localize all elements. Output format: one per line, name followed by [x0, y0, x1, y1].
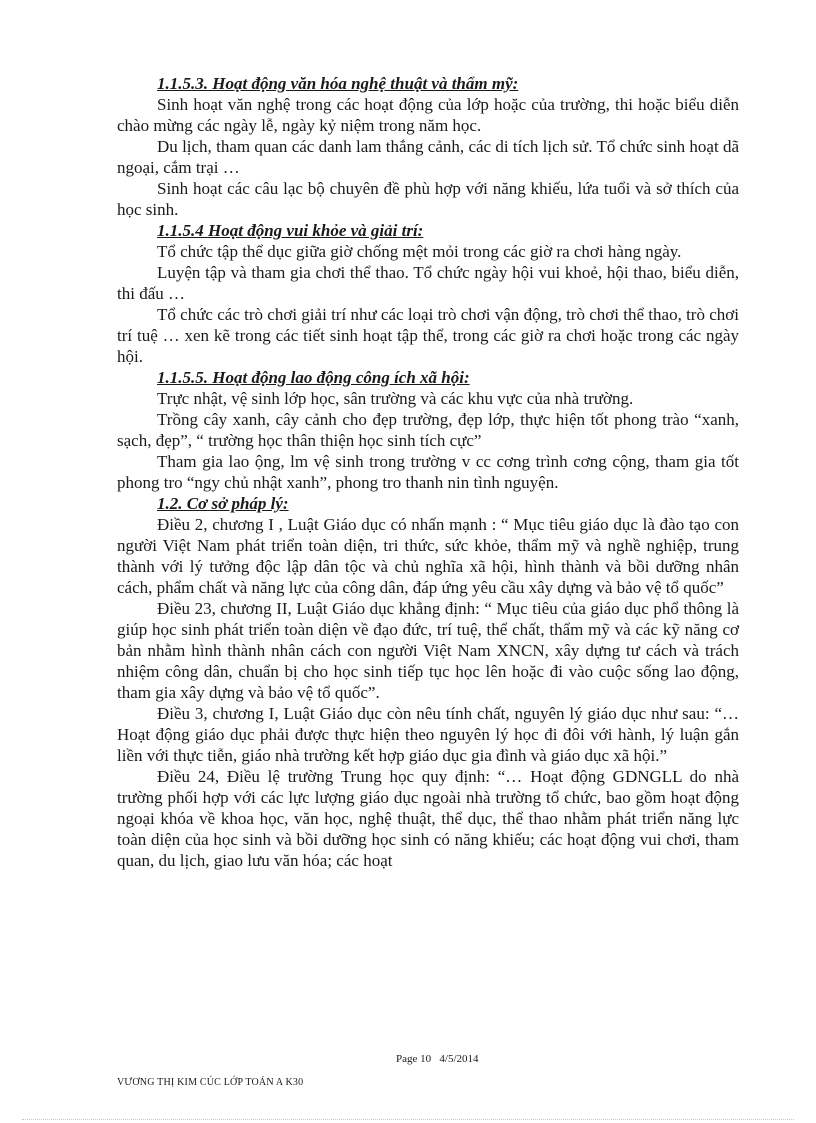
paragraph: Du lịch, tham quan các danh lam thắng cảnh, các di tích lịch sử. Tổ chức sinh hoạt dã ngoại, cắm trại … — [117, 137, 739, 177]
paragraph: Điều 2, chương I , Luật Giáo dục có nhấn mạnh : “ Mục tiêu giáo dục là đào tạo con người Việt Nam phát triển toàn diện, tri thức, sức khỏe, thẩm mỹ và nghề nghiệp, trung thành với lý tưởng độc lập dân tộc và chủ nghĩa xã hội, hình thành và bồi dưỡng nhân cách, phẩm chất và năng lực của công dân, đáp ứng yêu cầu xây dựng và bảo vệ tổ quốc” — [117, 515, 739, 597]
paragraph: Điều 3, chương I, Luật Giáo dục còn nêu tính chất, nguyên lý giáo dục như sau: “… Hoạt động giáo dục phải được thực hiện theo nguyên lý học đi đôi với hành, lý luận gắn liền với thực tiễn, giáo nhà trường kết hợp giáo dục gia đình và giáo dục xã hội.” — [117, 704, 739, 765]
paragraph: Trồng cây xanh, cây cảnh cho đẹp trường, đẹp lớp, thực hiện tốt phong trào “xanh, sạch, đẹp”, “ trường học thân thiện học sinh tích cực” — [117, 410, 739, 450]
paragraph: Tổ chức tập thể dục giữa giờ chống mệt mỏi trong các giờ ra chơi hàng ngày. — [157, 242, 682, 261]
footer-author: VƯƠNG THỊ KIM CÚC LỚP TOÁN A K30 — [117, 1077, 304, 1088]
paragraph: Sinh hoạt văn nghệ trong các hoạt động của lớp hoặc của trường, thi hoặc biểu diễn chào mừng các ngày lễ, ngày kỷ niệm trong năm học. — [117, 95, 739, 135]
paragraph: Sinh hoạt các câu lạc bộ chuyên đề phù hợp với năng khiếu, lứa tuổi và sở thích của học sinh. — [117, 179, 739, 219]
footer-date: 4/5/2014 — [439, 1053, 479, 1065]
section-heading: 1.2. Cơ sở pháp lý: — [157, 494, 289, 513]
section-heading: 1.1.5.5. Hoạt động lao động công ích xã hội: — [157, 368, 470, 387]
section-heading: 1.1.5.4 Hoạt động vui khỏe và giải trí: — [157, 221, 424, 240]
paragraph: Tổ chức các trò chơi giải trí như các loại trò chơi vận động, trò chơi thể thao, trò chơi trí tuệ … xen kẽ trong các tiết sinh hoạt tập thể, trong các giờ ra chơi hoặc trong các ngày hội. — [117, 305, 739, 366]
paragraph: Tham gia lao ộng, lm vệ sinh trong trường v cc cơng trình cơng cộng, tham gia tốt phong tro “ngy chủ nhật xanh”, phong tro thanh nin tình nguyện. — [117, 452, 739, 492]
paragraph: Điều 24, Điều lệ trường Trung học quy định: “… Hoạt động GDNGLL do nhà trường phối hợp với các lực lượng giáo dục ngoài nhà trường tổ chức, bao gồm hoạt động ngoại khóa về khoa học, văn học, nghệ thuật, thể dục, thể thao nhằm phát triển năng lực toàn diện của học sinh và bồi dưỡng học sinh có năng khiếu; các hoạt động vui chơi, tham quan, du lịch, giao lưu văn hóa; các hoạt — [117, 767, 739, 870]
section-heading: 1.1.5.3. Hoạt động văn hóa nghệ thuật và thẩm mỹ: — [157, 74, 519, 93]
document-body — [117, 73, 739, 871]
paragraph: Luyện tập và tham gia chơi thể thao. Tổ chức ngày hội vui khoẻ, hội thao, biểu diễn, thi đấu … — [117, 263, 739, 303]
page-number: Page 10 — [396, 1053, 432, 1065]
paragraph: Điều 23, chương II, Luật Giáo dục khẳng định: “ Mục tiêu của giáo dục phổ thông là giúp học sinh phát triển toàn diện về đạo đức, trí tuệ, thể chất, thẩm mỹ và các kỹ năng cơ bản nhằm hình thành nhân cách con người Việt Nam XNCN, xây dựng tư cách và trách nhiệm công dân, chuẩn bị cho học sinh tiếp tục học lên hoặc đi vào cuộc sống lao động, tham gia xây dựng và bảo vệ tổ quốc”. — [117, 599, 739, 702]
page-footer-info — [396, 1053, 479, 1065]
paragraph: Trực nhật, vệ sinh lớp học, sân trường và các khu vực của nhà trường. — [157, 389, 634, 408]
page-bottom-divider — [22, 1119, 794, 1120]
